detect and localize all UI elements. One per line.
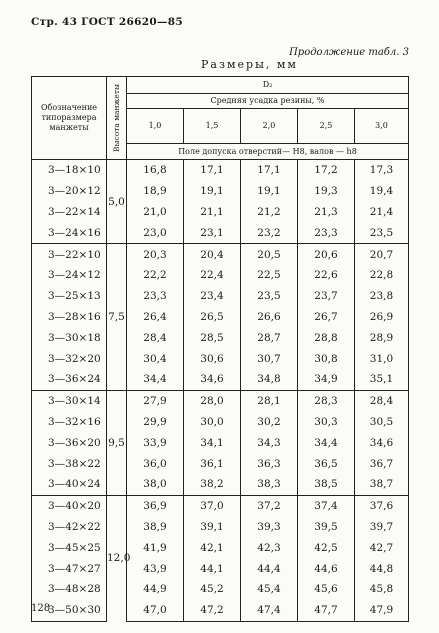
d2-value-cell: 37,2 (241, 495, 298, 516)
d2-value-cell: 47,0 (127, 600, 184, 621)
d2-value-cell: 42,3 (241, 537, 298, 558)
d2-value-cell: 38,0 (127, 474, 184, 495)
d2-value-cell: 26,5 (184, 307, 241, 328)
d2-value-cell: 30,3 (298, 412, 355, 433)
d2-value-cell: 37,0 (184, 495, 241, 516)
d2-value-cell: 47,7 (298, 600, 355, 621)
designation-cell: 3—30×18 (32, 327, 107, 348)
d2-value-cell: 35,1 (355, 369, 409, 390)
d2-value-cell: 38,5 (298, 474, 355, 495)
d2-value-cell: 26,6 (241, 307, 298, 328)
d2-value-cell: 36,5 (298, 453, 355, 474)
table-continuation-label: Продолжение табл. 3 (289, 47, 409, 58)
designation-cell: 3—18×10 (32, 160, 107, 181)
designation-cell: 3—36×24 (32, 369, 107, 390)
designation-cell: 3—47×27 (32, 558, 107, 579)
d2-value-cell: 38,9 (127, 517, 184, 538)
d2-value-cell: 36,7 (355, 453, 409, 474)
d2-value-cell: 36,0 (127, 453, 184, 474)
d2-value-cell: 20,6 (298, 244, 355, 265)
d2-value-cell: 31,0 (355, 348, 409, 369)
shrink-value-header: 1,5 (184, 109, 241, 144)
d2-value-cell: 23,7 (298, 286, 355, 307)
d2-value-cell: 43,9 (127, 558, 184, 579)
d2-value-cell: 22,6 (298, 265, 355, 286)
d2-value-cell: 28,4 (355, 390, 409, 411)
height-column-header (107, 77, 127, 160)
d2-value-cell: 45,4 (241, 579, 298, 600)
d2-value-cell: 41,9 (127, 537, 184, 558)
d2-value-cell: 22,4 (184, 265, 241, 286)
table-row (32, 495, 409, 516)
designation-cell: 3—45×25 (32, 537, 107, 558)
d2-value-cell: 36,3 (241, 453, 298, 474)
d2-value-cell: 44,8 (355, 558, 409, 579)
d2-value-cell: 30,7 (241, 348, 298, 369)
d2-value-cell: 21,3 (298, 202, 355, 223)
d2-value-cell: 44,9 (127, 579, 184, 600)
d2-value-cell: 42,5 (298, 537, 355, 558)
table-row (32, 202, 409, 223)
table-row (32, 453, 409, 474)
shrink-value-header: 2,0 (241, 109, 298, 144)
shrink-value-header: 2,5 (298, 109, 355, 144)
designation-cell: 3—40×24 (32, 474, 107, 495)
d2-value-cell: 23,2 (241, 222, 298, 243)
d2-value-cell: 20,5 (241, 244, 298, 265)
height-cell: 9,5 (107, 390, 127, 495)
table-row (32, 222, 409, 243)
shrink-header: Средняя усадка резины, % (127, 94, 409, 109)
d2-value-cell: 21,1 (184, 202, 241, 223)
d2-value-cell: 34,8 (241, 369, 298, 390)
designation-cell: 3—30×14 (32, 390, 107, 411)
table-row (32, 327, 409, 348)
designation-cell: 3—36×20 (32, 432, 107, 453)
d2-value-cell: 39,1 (184, 517, 241, 538)
d2-value-cell: 28,0 (184, 390, 241, 411)
table-row (32, 307, 409, 328)
table-row (32, 369, 409, 390)
designation-cell: 3—24×12 (32, 265, 107, 286)
d2-value-cell: 28,9 (355, 327, 409, 348)
d2-value-cell: 47,4 (241, 600, 298, 621)
d2-value-cell: 26,9 (355, 307, 409, 328)
d2-value-cell: 28,4 (127, 327, 184, 348)
table-row (32, 474, 409, 495)
d2-value-cell: 45,6 (298, 579, 355, 600)
designation-cell: 3—22×10 (32, 244, 107, 265)
height-cell: 12,0 (107, 495, 127, 621)
d2-value-cell: 23,5 (241, 286, 298, 307)
table-row (32, 537, 409, 558)
d2-value-cell: 20,7 (355, 244, 409, 265)
d2-value-cell: 19,3 (298, 181, 355, 202)
d2-value-cell: 20,3 (127, 244, 184, 265)
table-row (32, 265, 409, 286)
d2-value-cell: 39,7 (355, 517, 409, 538)
height-column-label: Высота манжеты (111, 84, 121, 152)
d2-value-cell: 34,1 (184, 432, 241, 453)
d2-value-cell: 26,7 (298, 307, 355, 328)
d2-value-cell: 17,1 (241, 160, 298, 181)
d2-value-cell: 37,6 (355, 495, 409, 516)
d2-value-cell: 30,0 (184, 412, 241, 433)
designation-cell: 3—25×13 (32, 286, 107, 307)
height-cell: 7,5 (107, 244, 127, 391)
d2-value-cell: 19,1 (241, 181, 298, 202)
d2-value-cell: 47,9 (355, 600, 409, 621)
designation-cell: 3—32×16 (32, 412, 107, 433)
designation-cell: 3—28×16 (32, 307, 107, 328)
d2-value-cell: 34,4 (127, 369, 184, 390)
d2-value-cell: 38,7 (355, 474, 409, 495)
d2-value-cell: 28,1 (241, 390, 298, 411)
page-number: 128 (31, 603, 51, 614)
d2-value-cell: 28,3 (298, 390, 355, 411)
d2-value-cell: 30,8 (298, 348, 355, 369)
d2-value-cell: 28,5 (184, 327, 241, 348)
d2-value-cell: 44,1 (184, 558, 241, 579)
d2-value-cell: 21,2 (241, 202, 298, 223)
d2-value-cell: 21,4 (355, 202, 409, 223)
designation-cell: 3—38×22 (32, 453, 107, 474)
table-row (32, 600, 409, 621)
d2-value-cell: 28,8 (298, 327, 355, 348)
d2-value-cell: 38,2 (184, 474, 241, 495)
shrink-value-header: 3,0 (355, 109, 409, 144)
shrink-value-header: 1,0 (127, 109, 184, 144)
designation-cell: 3—22×14 (32, 202, 107, 223)
d2-value-cell: 17,1 (184, 160, 241, 181)
table-row (32, 579, 409, 600)
d2-value-cell: 28,7 (241, 327, 298, 348)
d2-value-cell: 19,4 (355, 181, 409, 202)
d2-value-cell: 30,5 (355, 412, 409, 433)
table-row (32, 286, 409, 307)
d2-value-cell: 36,1 (184, 453, 241, 474)
d2-value-cell: 22,5 (241, 265, 298, 286)
d2-value-cell: 26,4 (127, 307, 184, 328)
tolerance-header: Поле допуска отверстий— H8, валов — h8 (127, 144, 409, 160)
designation-cell: 3—32×20 (32, 348, 107, 369)
d2-value-cell: 45,8 (355, 579, 409, 600)
height-cell: 5,0 (107, 160, 127, 244)
d2-value-cell: 23,3 (127, 286, 184, 307)
d2-value-cell: 16,8 (127, 160, 184, 181)
d2-value-cell: 39,3 (241, 517, 298, 538)
d2-value-cell: 30,4 (127, 348, 184, 369)
d2-value-cell: 20,4 (184, 244, 241, 265)
d2-value-cell: 33,9 (127, 432, 184, 453)
d2-value-cell: 30,2 (241, 412, 298, 433)
table-row (32, 160, 409, 181)
d2-value-cell: 23,0 (127, 222, 184, 243)
d2-value-cell: 23,3 (298, 222, 355, 243)
d2-value-cell: 18,9 (127, 181, 184, 202)
page-header: Стр. 43 ГОСТ 26620—85 (31, 16, 183, 28)
d2-value-cell: 34,9 (298, 369, 355, 390)
designation-cell: 3—48×28 (32, 579, 107, 600)
d2-value-cell: 27,9 (127, 390, 184, 411)
d2-value-cell: 23,1 (184, 222, 241, 243)
d2-value-cell: 47,2 (184, 600, 241, 621)
d2-value-cell: 21,0 (127, 202, 184, 223)
designation-column-header: Обозначение типоразмера манжеты (32, 77, 107, 160)
table-title (0, 58, 439, 71)
table-body (32, 160, 409, 622)
designation-cell: 3—42×22 (32, 517, 107, 538)
d2-value-cell: 39,5 (298, 517, 355, 538)
d2-value-cell: 34,6 (184, 369, 241, 390)
d2-value-cell: 30,6 (184, 348, 241, 369)
d2-value-cell: 17,3 (355, 160, 409, 181)
d2-value-cell: 44,4 (241, 558, 298, 579)
d2-value-cell: 22,8 (355, 265, 409, 286)
designation-cell: 3—40×20 (32, 495, 107, 516)
d2-value-cell: 37,4 (298, 495, 355, 516)
d2-value-cell: 23,4 (184, 286, 241, 307)
table-row (32, 412, 409, 433)
table-row (32, 390, 409, 411)
d2-value-cell: 44,6 (298, 558, 355, 579)
table-row (32, 558, 409, 579)
d2-value-cell: 34,4 (298, 432, 355, 453)
table-row (32, 432, 409, 453)
dimensions-table (31, 76, 409, 622)
d2-value-cell: 22,2 (127, 265, 184, 286)
d2-value-cell: 38,3 (241, 474, 298, 495)
d2-value-cell: 34,6 (355, 432, 409, 453)
d2-value-cell: 29,9 (127, 412, 184, 433)
designation-cell: 3—20×12 (32, 181, 107, 202)
designation-cell: 3—24×16 (32, 222, 107, 243)
d2-value-cell: 36,9 (127, 495, 184, 516)
d2-value-cell: 23,5 (355, 222, 409, 243)
d2-value-cell: 17,2 (298, 160, 355, 181)
table-row (32, 517, 409, 538)
designation-cell: 3—50×30 (32, 600, 107, 621)
table-row (32, 348, 409, 369)
d2-value-cell: 23,8 (355, 286, 409, 307)
d2-value-cell: 34,3 (241, 432, 298, 453)
table-row (32, 181, 409, 202)
d2-value-cell: 19,1 (184, 181, 241, 202)
d2-value-cell: 42,7 (355, 537, 409, 558)
d2-value-cell: 45,2 (184, 579, 241, 600)
table-row (32, 244, 409, 265)
table-title-text: Размеры, мм (201, 58, 298, 71)
d2-group-header: D₂ (127, 77, 409, 94)
d2-value-cell: 42,1 (184, 537, 241, 558)
